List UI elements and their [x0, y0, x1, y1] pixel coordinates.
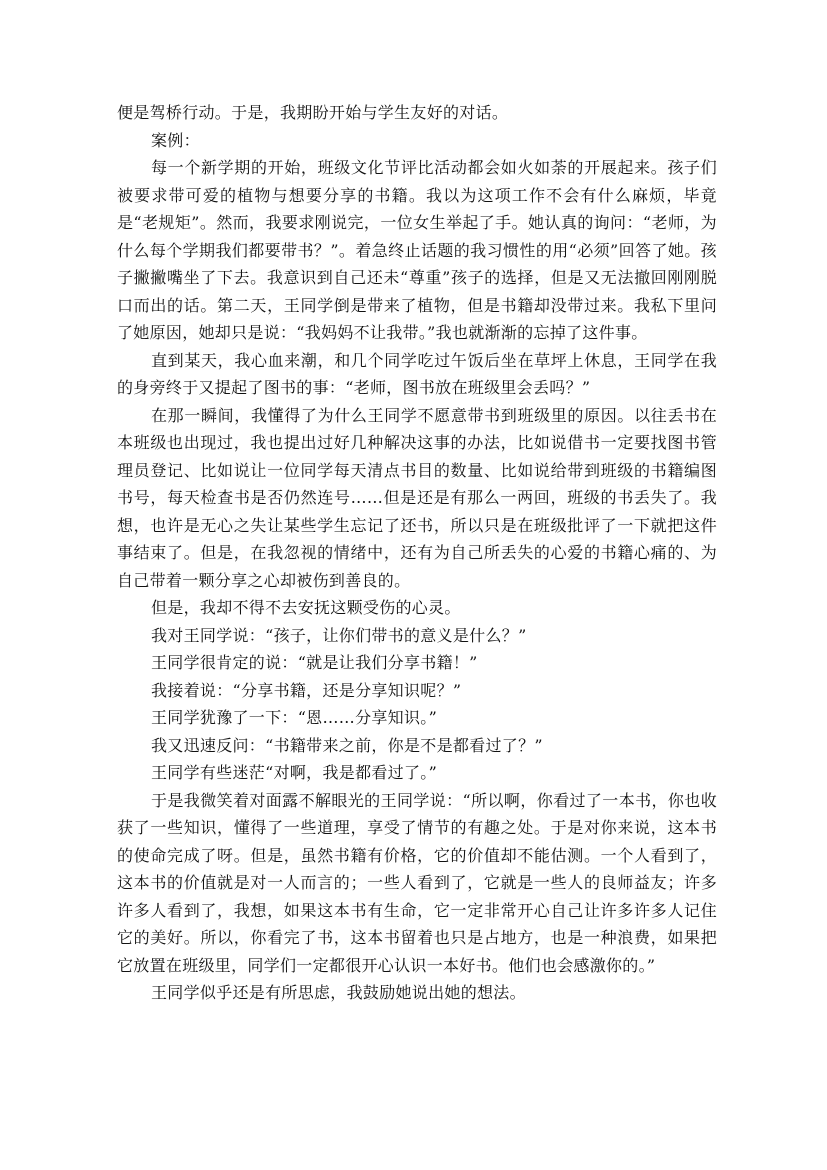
dialogue-line: 王同学很肯定的说：“就是让我们分享书籍！”: [151, 653, 478, 672]
dialogue-line: 王同学有些迷茫“对啊，我是都看过了。”: [151, 763, 438, 782]
dialogue-line: 我接着说：“分享书籍，还是分享知识呢？”: [151, 680, 462, 700]
paragraph-case-heading: 案例：: [151, 130, 200, 150]
paragraph: 于是我微笑着对面露不解眼光的王同学说：“所以啊，你看过了一本书，你也收获了一些知识，懂得了一些道理，享受了情节的有趣之处。于是对你来说，这本书的使命完成了呀。但是，虽然书籍有价格，它的价值却不能估测。一个人看到了，这本书的价值就是对一人而言的；一些人看到了，它就是一些人的良师益友；许多许多人看到了，我想，如果这本书有生命，它一定非常开心自己让许多许多人记住它的美好。所以，你看完了书，这本书留着也只是占地方，也是一种浪费，如果把它放置在班级里，同学们一定都很开心认识一本好书。他们也会感激你的。”: [117, 790, 717, 975]
paragraph: 直到某天，我心血来潮，和几个同学吃过午饭后坐在草坪上休息，王同学在我的身旁终于又提起了图书的事：“老师，图书放在班级里会丢吗？”: [117, 350, 717, 397]
paragraph: 在那一瞬间，我懂得了为什么王同学不愿意带书到班级里的原因。以往丢书在本班级也出现过，我也提出过好几种解决这事的办法，比如说借书一定要找图书管理员登记、比如说让一位同学每天清点书目的数量、比如说给带到班级的书籍编图书号，每天检查书是否仍然连号……但是还是有那么一两回，班级的书丢失了。我想，也许是无心之失让某些学生忘记了还书，所以只是在班级批评了一下就把这件事结束了。但是，在我忽视的情绪中，还有为自己所丢失的心爱的书籍心痛的、为自己带着一颗分享之心却被伤到善良的。: [117, 405, 717, 590]
paragraph: 每一个新学期的开始，班级文化节评比活动都会如火如荼的开展起来。孩子们被要求带可爱的植物与想要分享的书籍。我以为这项工作不会有什么麻烦，毕竟是“老规矩”。然而，我要求刚说完，一位女生举起了手。她认真的询问：“老师，为什么每个学期我们都要带书？”。着急终止话题的我习惯性的用“必须”回答了她。孩子撇撇嘴坐了下去。我意识到自己还未“尊重”孩子的选择，但是又无法撤回刚刚脱口而出的话。第二天，王同学倒是带来了植物，但是书籍却没带过来。我私下里问了她原因，她却只是说：“我妈妈不让我带。”我也就渐渐的忘掉了这件事。: [117, 158, 717, 342]
dialogue-line: 我对王同学说：“孩子，让你们带书的意义是什么？”: [151, 625, 527, 645]
document-body: [117, 99, 717, 1007]
paragraph-continuation: 便是驾桥行动。于是，我期盼开始与学生友好的对话。: [117, 103, 509, 122]
paragraph: 但是，我却不得不去安抚这颗受伤的心灵。: [151, 598, 461, 617]
paragraph: 王同学似乎还是有所思虑，我鼓励她说出她的想法。: [151, 983, 526, 1002]
dialogue-line: 王同学犹豫了一下：“恩……分享知识。”: [151, 708, 438, 727]
dialogue-line: 我又迅速反问：“书籍带来之前，你是不是都看过了？”: [151, 735, 543, 755]
